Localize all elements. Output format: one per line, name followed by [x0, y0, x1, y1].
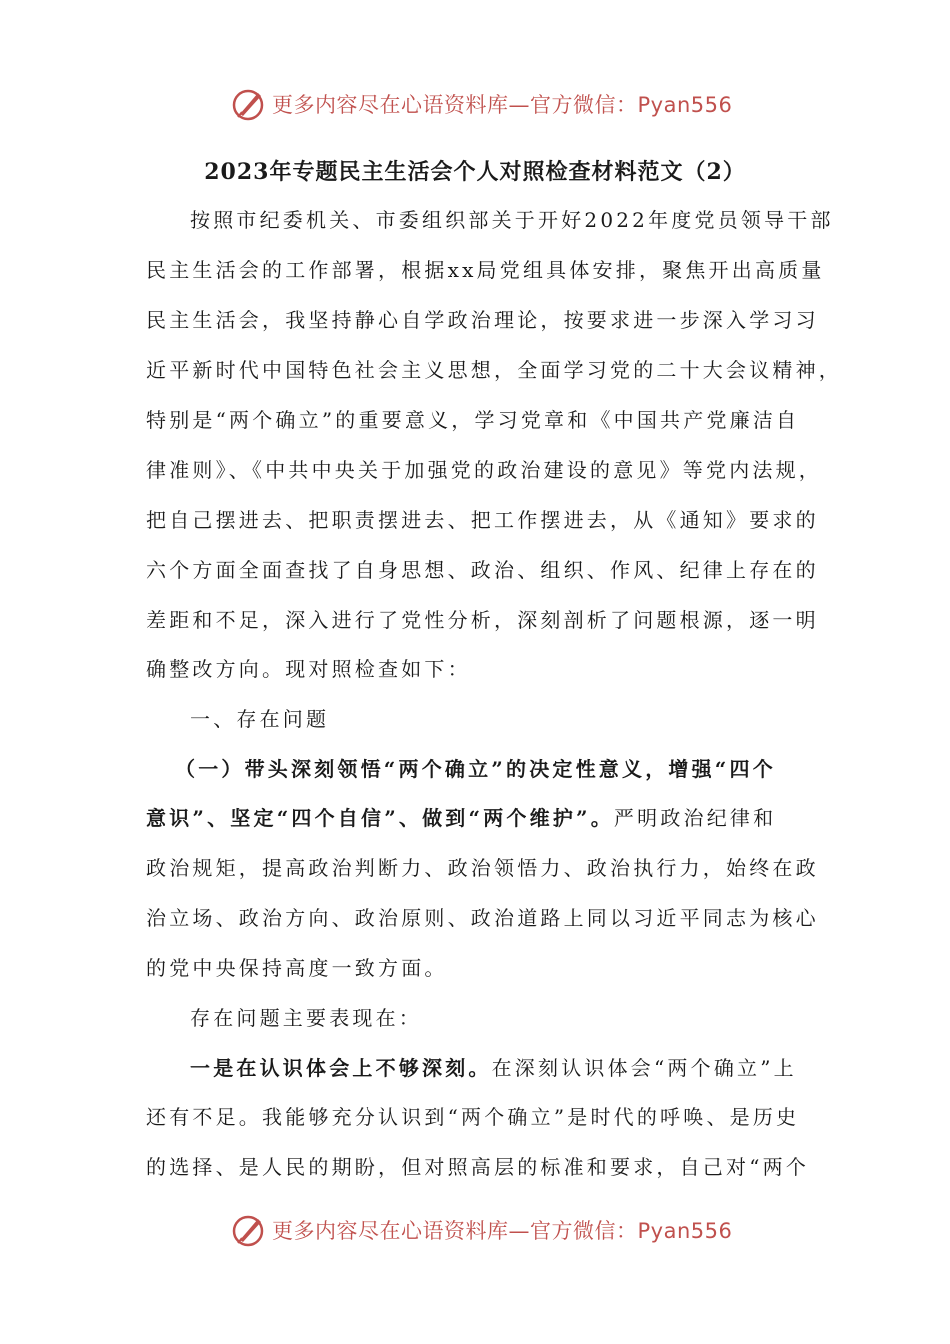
text-line: 存在问题主要表现在：	[190, 1006, 422, 1030]
watermark-text: 更多内容尽在心语资料库—官方微信：Pyan556	[272, 93, 733, 117]
quill-logo-icon	[228, 1210, 268, 1250]
text-line: 确整改方向。现对照检查如下：	[146, 657, 471, 681]
text-line: 把自己摆进去、把职责摆进去、把工作摆进去，从《通知》要求的	[146, 508, 819, 532]
text-line	[146, 803, 776, 833]
text-line: 民主生活会的工作部署，根据xx局党组具体安排，聚焦开出高质量	[146, 258, 825, 282]
subsection-bold-text: 意识”、坚定“四个自信”、做到“两个维护”。	[146, 806, 614, 830]
text-line: 的党中央保持高度一致方面。	[146, 956, 448, 980]
point-bold-text: 一是在认识体会上不够深刻。	[190, 1056, 492, 1080]
text-line: 治立场、政治方向、政治原则、政治道路上同以习近平同志为核心	[146, 906, 819, 930]
text-line: 近平新时代中国特色社会主义思想，全面学习党的二十大会议精神，	[146, 358, 842, 382]
watermark-banner-bottom	[228, 1208, 732, 1252]
watermark-banner-top	[228, 82, 732, 126]
text-line	[190, 1053, 797, 1083]
text-line: 的选择、是人民的期盼，但对照高层的标准和要求，自己对“两个	[146, 1155, 810, 1179]
text-line: 还有不足。我能够充分认识到“两个确立”是时代的呼唤、是历史	[146, 1105, 800, 1129]
subsection-bold-text: （一）带头深刻领悟“两个确立”的决定性意义，增强“四个	[175, 757, 776, 781]
watermark-text: 更多内容尽在心语资料库—官方微信：Pyan556	[272, 1219, 733, 1243]
text-line: 律准则》、《中共中央关于加强党的政治建设的意见》等党内法规，	[146, 458, 822, 482]
section-heading: 一、存在问题	[190, 707, 330, 731]
text-line: 按照市纪委机关、市委组织部关于开好2022年度党员领导干部	[190, 208, 834, 232]
quill-logo-icon	[228, 84, 268, 124]
text-line: 差距和不足，深入进行了党性分析，深刻剖析了问题根源，逐一明	[146, 608, 819, 632]
text-line: 六个方面全面查找了自身思想、政治、组织、作风、纪律上存在的	[146, 558, 819, 582]
document-title: 2023年专题民主生活会个人对照检查材料范文（2）	[204, 159, 746, 185]
text-line: 民主生活会，我坚持静心自学政治理论，按要求进一步深入学习习	[146, 308, 819, 332]
text-line: 特别是“两个确立”的重要意义，学习党章和《中国共产党廉洁自	[146, 408, 800, 432]
text-line: 政治规矩，提高政治判断力、政治领悟力、政治执行力，始终在政	[146, 856, 819, 880]
text-span: 在深刻认识体会“两个确立”上	[491, 1056, 797, 1080]
text-span: 严明政治纪律和	[613, 806, 777, 830]
subsection-heading	[175, 754, 776, 784]
